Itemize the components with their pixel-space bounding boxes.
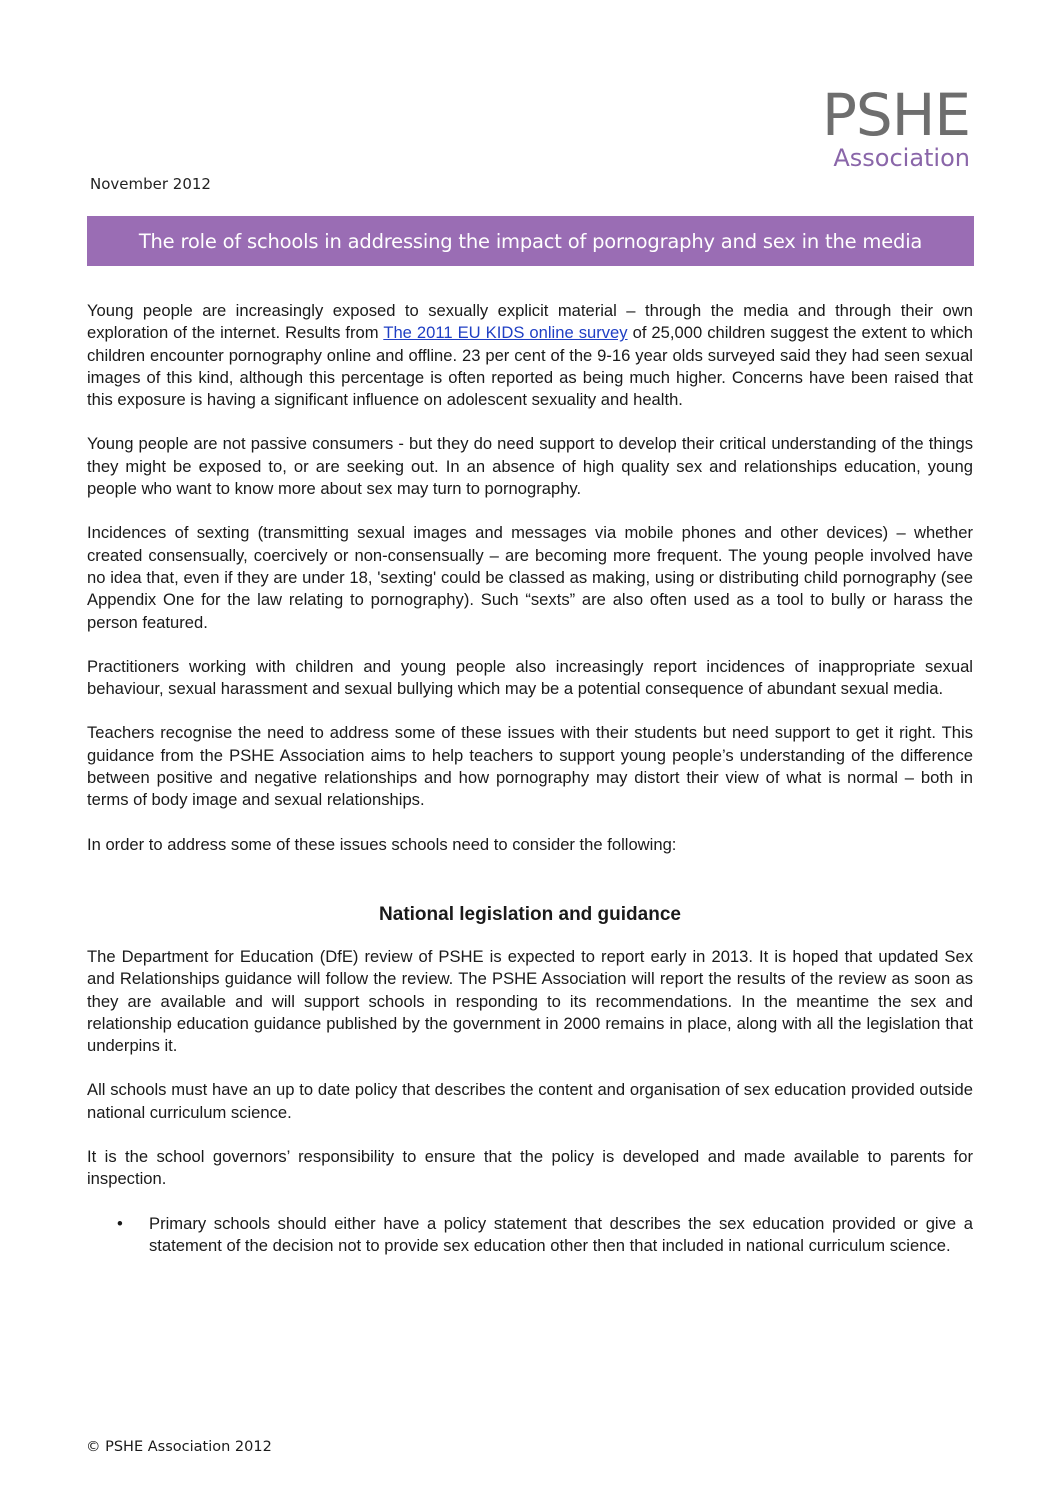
paragraph-practitioners: Practitioners working with children and young people also increasingly report incidences of inappropriate sexual behaviour, sexual harassment and sexual bullying which may be a potential consequence of abundant sexual media. [87, 656, 973, 699]
paragraph-dfe-review: The Department for Education (DfE) review of PSHE is expected to report early in 2013. It is hoped that updated Sex and Relationships guidance will follow the review. The PSHE Association will report the results of the review as soon as they are available and will support schools in responding to its recommendations. In the meantime the sex and relationship education guidance published by the government in 2000 remains in place, along with all the legislation that underpins it. [87, 946, 973, 1056]
paragraph-governors: It is the school governors’ responsibility to ensure that the policy is developed and made available to parents for inspection. [87, 1147, 973, 1189]
list-item [87, 1213, 973, 1258]
bullet-list [87, 1213, 973, 1258]
copyright-footer: © PSHE Association 2012 [86, 1439, 272, 1455]
title-banner [87, 216, 974, 266]
intro-text-before-link: Young people are increasingly exposed to sexually explicit material – through the media and through their own exploration of the internet. Results from [87, 301, 973, 343]
eu-kids-survey-link[interactable]: The 2011 EU KIDS online survey [383, 323, 628, 343]
logo-main-text: PSHE [821, 81, 970, 149]
pshe-association-logo [821, 81, 970, 172]
document-title: The role of schools in addressing the impact of pornography and sex in the media [138, 229, 923, 253]
logo-sub-text: Association [833, 144, 970, 172]
document-date: November 2012 [90, 175, 211, 193]
document-body [87, 300, 973, 1257]
intro-text-after-link: of 25,000 children suggest the extent to which children encounter pornography online and offline. 23 per cent of the 9-16 year olds surveyed said they had seen sexual images of this kind, although this percentage is often reported as being much higher. Concerns have been raised that this exposure is having a significant influence on adolescent sexuality and health. [87, 323, 973, 410]
paragraph-school-policy: All schools must have an up to date policy that describes the content and organisation of sex education provided outside national curriculum science. [87, 1080, 973, 1122]
paragraph-sexting: Incidences of sexting (transmitting sexual images and messages via mobile phones and other devices) – whether created consensually, coercively or non-consensually – are becoming more frequent. The young people involved have no idea that, even if they are under 18, 'sexting' could be classed as making, using or distributing child pornography (see Appendix One for the law relating to pornography). Such “sexts” are also often used as a tool to bully or harass the person featured. [87, 523, 973, 632]
paragraph-passive-consumers: Young people are not passive consumers - but they do need support to develop their critical understanding of the things they might be exposed to, or are seeking out. In an absence of high quality sex and relationships education, young people who want to know more about sex may turn to pornography. [87, 434, 973, 499]
paragraph-consider: In order to address some of these issues schools need to consider the following: [87, 834, 677, 854]
section-heading: National legislation and guidance [379, 903, 681, 925]
intro-paragraph [87, 300, 973, 411]
bullet-icon: • [117, 1213, 123, 1233]
list-item-text: Primary schools should either have a policy statement that describes the sex education provided or give a statement of the decision not to provide sex education other then that included in national curriculum science. [149, 1213, 973, 1255]
paragraph-teachers: Teachers recognise the need to address some of these issues with their students but need support to get it right. This guidance from the PSHE Association aims to help teachers to support young people’s understanding of the difference between positive and negative relationships and how pornography may distort their view of what is normal – both in terms of body image and sexual relationships. [87, 723, 973, 810]
